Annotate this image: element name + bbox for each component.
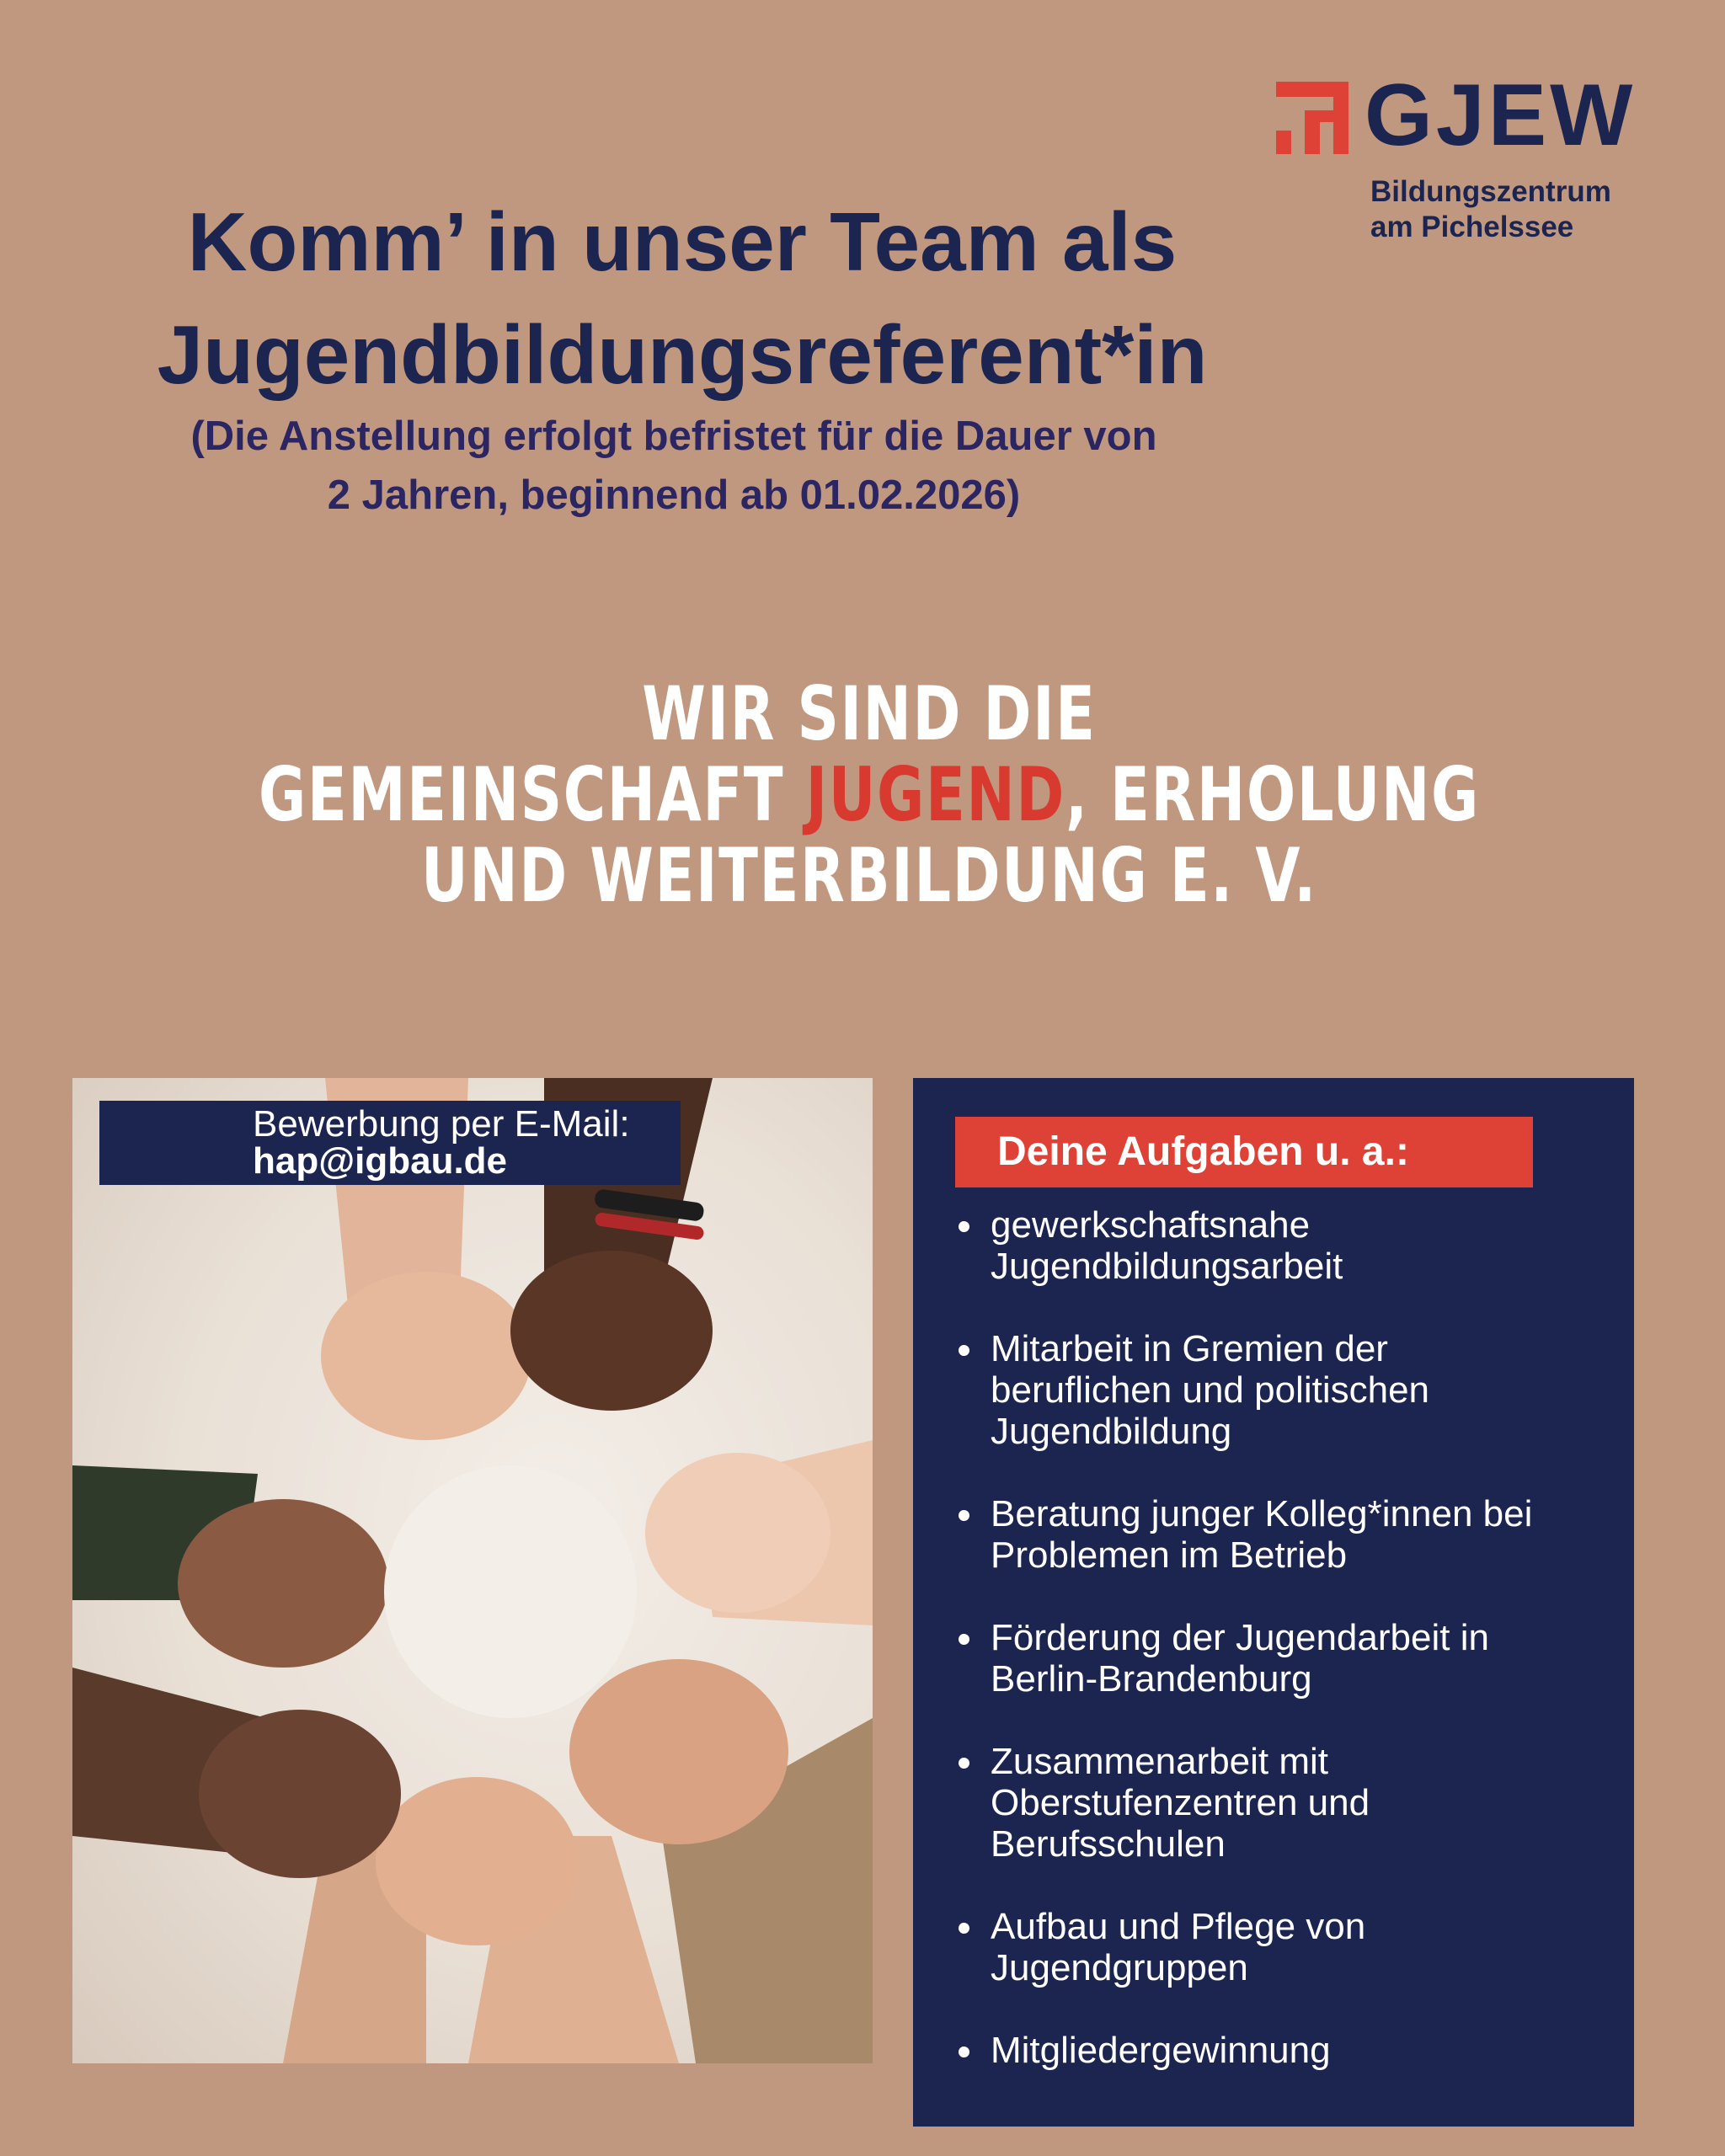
list-item-line: Aufbau und Pflege von bbox=[991, 1906, 1366, 1947]
application-label: Bewerbung per E-Mail: bbox=[253, 1103, 630, 1145]
employment-note-line1: (Die Anstellung erfolgt befristet für die Dauer von bbox=[190, 414, 1157, 459]
list-item-line: Jugendbildungsarbeit bbox=[991, 1246, 1343, 1287]
tasks-title: Deine Aufgaben u. a.: bbox=[997, 1129, 1409, 1174]
logo-mark-icon bbox=[1276, 82, 1348, 154]
logo-name: GJEW bbox=[1365, 67, 1637, 164]
logo-subtitle-line2: am Pichelssee bbox=[1370, 211, 1574, 243]
list-item bbox=[991, 1204, 1614, 1287]
list-item-line: Mitarbeit in Gremien der bbox=[991, 1328, 1388, 1369]
list-item-line: Oberstufenzentren und bbox=[991, 1782, 1370, 1823]
application-email-box bbox=[99, 1101, 681, 1185]
list-item-line: Zusammenarbeit mit bbox=[991, 1741, 1329, 1782]
list-item-line: Jugendbildung bbox=[991, 1411, 1232, 1452]
list-item-line: Mitgliedergewinnung bbox=[991, 2030, 1331, 2071]
logo-subtitle bbox=[1370, 174, 1611, 245]
list-item-line: Förderung der Jugendarbeit in bbox=[991, 1617, 1489, 1658]
fists-circle-icon bbox=[72, 1078, 873, 2063]
tasks-header bbox=[955, 1117, 1533, 1187]
list-item bbox=[991, 2030, 1614, 2071]
title-line1: Komm’ in unser Team als bbox=[187, 195, 1178, 288]
list-item-line: Berlin-Brandenburg bbox=[991, 1658, 1312, 1700]
claim-line3: UND WEITERBILDUNG E. V. bbox=[420, 832, 1317, 919]
tasks-panel bbox=[913, 1078, 1634, 2127]
claim-line2-end: , ERHOLUNG bbox=[1065, 751, 1480, 838]
organization-claim bbox=[196, 670, 1541, 919]
list-item bbox=[991, 1328, 1614, 1452]
list-item-line: beruflichen und politischen bbox=[991, 1369, 1430, 1411]
gjew-logo bbox=[1276, 67, 1680, 248]
claim-line2 bbox=[196, 751, 1541, 838]
employment-note bbox=[51, 407, 1297, 525]
logo-subtitle-line1: Bildungszentrum bbox=[1370, 175, 1611, 208]
list-item-line: gewerkschaftsnahe bbox=[991, 1204, 1311, 1246]
list-item bbox=[991, 1906, 1614, 1988]
tasks-list bbox=[991, 1204, 1614, 2112]
claim-line2-start: GEMEINSCHAFT bbox=[258, 751, 806, 838]
list-item-line: Beratung junger Kolleg*innen bei bbox=[991, 1493, 1533, 1534]
list-item-line: Problemen im Betrieb bbox=[991, 1534, 1348, 1576]
claim-line1: WIR SIND DIE bbox=[642, 670, 1097, 757]
list-item bbox=[991, 1741, 1614, 1865]
fists-circle-photo bbox=[72, 1078, 873, 2063]
list-item bbox=[991, 1617, 1614, 1700]
employment-note-line2: 2 Jahren, beginnend ab 01.02.2026) bbox=[327, 472, 1021, 518]
page-title bbox=[51, 185, 1314, 411]
claim-accent-word: JUGEND bbox=[805, 751, 1065, 838]
list-item-line: Berufsschulen bbox=[991, 1823, 1226, 1865]
list-item-line: Jugendgruppen bbox=[991, 1947, 1248, 1988]
title-line2: Jugendbildungsreferent*in bbox=[157, 308, 1208, 401]
application-email-link[interactable]: hap@igbau.de bbox=[253, 1140, 508, 1182]
list-item bbox=[991, 1493, 1614, 1576]
